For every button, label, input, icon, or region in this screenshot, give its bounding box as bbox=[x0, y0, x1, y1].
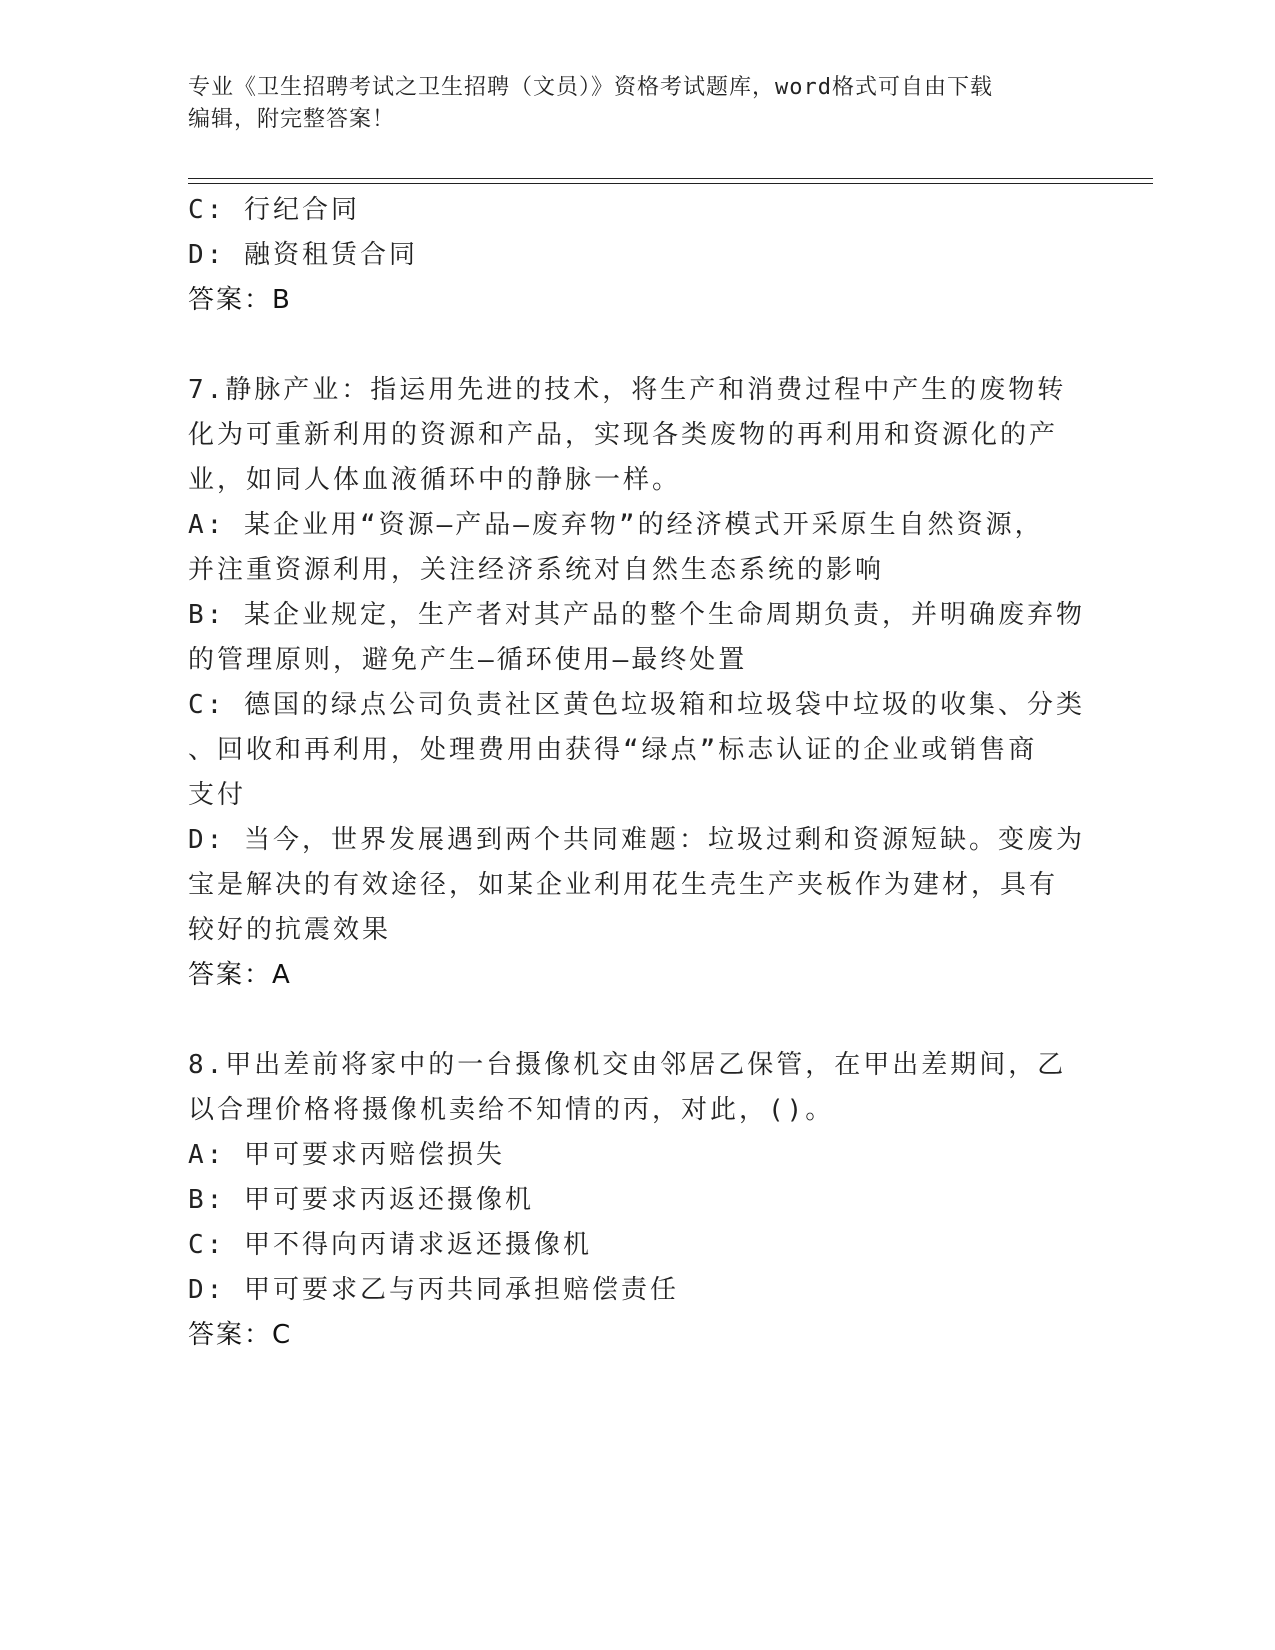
option-a-line: A: 某企业用“资源—产品—废弃物”的经济模式开采原生自然资源， bbox=[188, 510, 1044, 540]
option-c-line: 、回收和再利用，处理费用由获得“绿点”标志认证的企业或销售商 bbox=[188, 735, 1038, 765]
question-stem-line: 7.静脉产业：指运用先进的技术，将生产和消费过程中产生的废物转 bbox=[188, 375, 1067, 405]
question-7-block bbox=[188, 368, 1088, 998]
question-stem-line: 业，如同人体血液循环中的静脉一样。 bbox=[188, 465, 682, 495]
option-d-line: 较好的抗震效果 bbox=[188, 915, 392, 945]
option-b-line: 的管理原则，避免产生—循环使用—最终处置 bbox=[188, 645, 748, 675]
answer-line: 答案：C bbox=[188, 1320, 293, 1350]
header-line-1: 专业《卫生招聘考试之卫生招聘（文员）》资格考试题库，word格式可自由下载 bbox=[188, 75, 993, 100]
option-a: A: 甲可要求丙赔偿损失 bbox=[188, 1140, 505, 1170]
option-d-line: 宝是解决的有效途径，如某企业利用花生壳生产夹板作为建材，具有 bbox=[188, 870, 1059, 900]
option-d: D: 甲可要求乙与丙共同承担赔偿责任 bbox=[188, 1275, 679, 1305]
question-stem-line: 以合理价格将摄像机卖给不知情的丙，对此，()。 bbox=[188, 1095, 835, 1125]
spacer bbox=[188, 323, 1088, 368]
question-stem-line: 化为可重新利用的资源和产品，实现各类废物的再利用和资源化的产 bbox=[188, 420, 1059, 450]
spacer bbox=[188, 998, 1088, 1043]
answer-line: 答案：B bbox=[188, 285, 292, 315]
option-d-line: D: 当今，世界发展遇到两个共同难题：垃圾过剩和资源短缺。变废为 bbox=[188, 825, 1085, 855]
option-c-line: 支付 bbox=[188, 780, 247, 810]
previous-question-block bbox=[188, 188, 1088, 323]
question-8-block bbox=[188, 1043, 1088, 1358]
option-b: B: 甲可要求丙返还摄像机 bbox=[188, 1185, 534, 1215]
option-a-line: 并注重资源利用，关注经济系统对自然生态系统的影响 bbox=[188, 555, 885, 585]
header-line-2: 编辑，附完整答案！ bbox=[188, 107, 396, 132]
header-divider-bottom bbox=[188, 183, 1153, 184]
header-divider-top bbox=[188, 178, 1153, 179]
question-stem-line: 8.甲出差前将家中的一台摄像机交由邻居乙保管，在甲出差期间，乙 bbox=[188, 1050, 1067, 1080]
answer-line: 答案：A bbox=[188, 960, 292, 990]
option-b-line: B: 某企业规定，生产者对其产品的整个生命周期负责，并明确废弃物 bbox=[188, 600, 1085, 630]
option-c: C: 行纪合同 bbox=[188, 195, 360, 225]
document-header bbox=[188, 72, 1088, 136]
option-c-line: C: 德国的绿点公司负责社区黄色垃圾箱和垃圾袋中垃圾的收集、分类 bbox=[188, 690, 1085, 720]
option-d: D: 融资租赁合同 bbox=[188, 240, 418, 270]
question-content bbox=[188, 188, 1088, 1358]
option-c: C: 甲不得向丙请求返还摄像机 bbox=[188, 1230, 592, 1260]
